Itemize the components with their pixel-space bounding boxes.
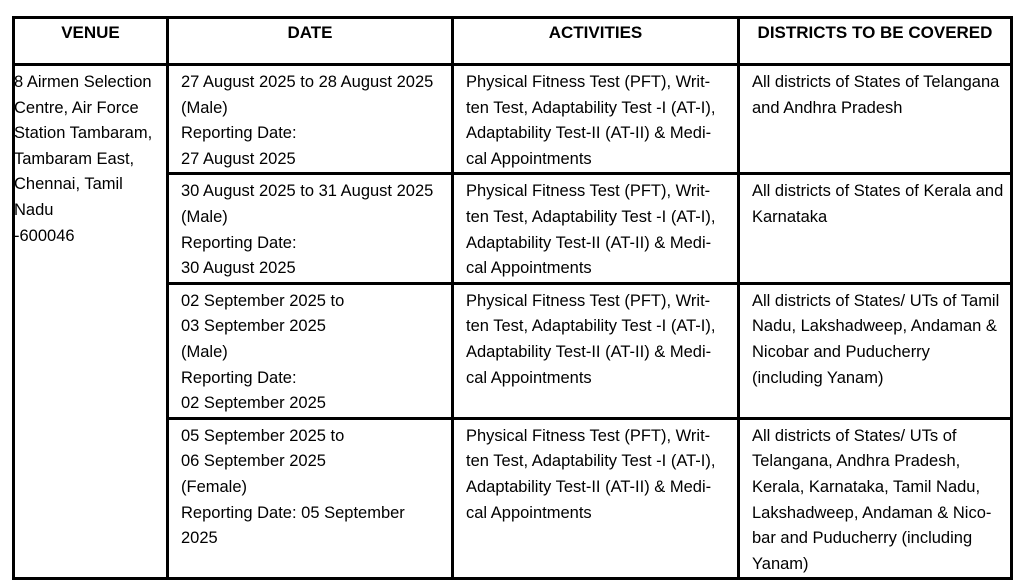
date-text: 27 August 2025 to 28 August 2025 (Male) Reporting Date: 27 August 2025 xyxy=(181,73,434,168)
districts-text: All districts of States/ UTs of Telangana, Andhra Pradesh, Kerala, Karnataka, Tamil Nadu, Lakshadweep, Andaman & Nico- bar and Puducherry (including Yanam) xyxy=(752,426,992,573)
activities-cell xyxy=(453,418,739,579)
date-text: 05 September 2025 to 06 September 2025 (Female) Reporting Date: 05 September 2025 xyxy=(181,426,405,548)
date-cell xyxy=(168,65,453,174)
activities-text: Physical Fitness Test (PFT), Writ- ten Test, Adaptability Test -I (AT-I), Adaptability Test-II (AT-II) & Medi- cal Appointments xyxy=(466,426,716,522)
date-cell xyxy=(168,418,453,579)
districts-cell xyxy=(739,65,1012,174)
header-venue: VENUE xyxy=(14,18,168,65)
districts-cell xyxy=(739,283,1012,418)
date-cell xyxy=(168,174,453,283)
districts-text: All districts of States/ UTs of Tamil Nadu, Lakshadweep, Andaman & Nicobar and Puducherry (including Yanam) xyxy=(752,291,1000,387)
activities-text: Physical Fitness Test (PFT), Writ- ten Test, Adaptability Test -I (AT-I), Adaptability Test-II (AT-II) & Medi- cal Appointments xyxy=(466,182,716,278)
table-row xyxy=(14,65,1012,174)
header-districts: DISTRICTS TO BE COVERED xyxy=(739,18,1012,65)
districts-cell xyxy=(739,418,1012,579)
activities-cell xyxy=(453,174,739,283)
activities-cell xyxy=(453,283,739,418)
venue-text: 8 Airmen Selection Centre, Air Force Station Tambaram, Tambaram East, Chennai, Tamil Nadu -600046 xyxy=(14,73,153,245)
date-cell xyxy=(168,283,453,418)
districts-text: All districts of States of Kerala and Karnataka xyxy=(752,182,1004,226)
date-text: 02 September 2025 to 03 September 2025 (Male) Reporting Date: 02 September 2025 xyxy=(181,291,345,413)
activities-text: Physical Fitness Test (PFT), Writ- ten Test, Adaptability Test -I (AT-I), Adaptability Test-II (AT-II) & Medi- cal Appointments xyxy=(466,291,716,387)
header-activities: ACTIVITIES xyxy=(453,18,739,65)
date-text: 30 August 2025 to 31 August 2025 (Male) Reporting Date: 30 August 2025 xyxy=(181,182,434,278)
header-row xyxy=(14,18,1012,65)
districts-cell xyxy=(739,174,1012,283)
activities-text: Physical Fitness Test (PFT), Writ- ten Test, Adaptability Test -I (AT-I), Adaptability Test-II (AT-II) & Medi- cal Appointments xyxy=(466,73,716,168)
schedule-table xyxy=(12,16,1013,580)
venue-cell xyxy=(14,65,168,579)
districts-text: All districts of States of Telangana and Andhra Pradesh xyxy=(752,73,1000,117)
activities-cell xyxy=(453,65,739,174)
header-date: DATE xyxy=(168,18,453,65)
